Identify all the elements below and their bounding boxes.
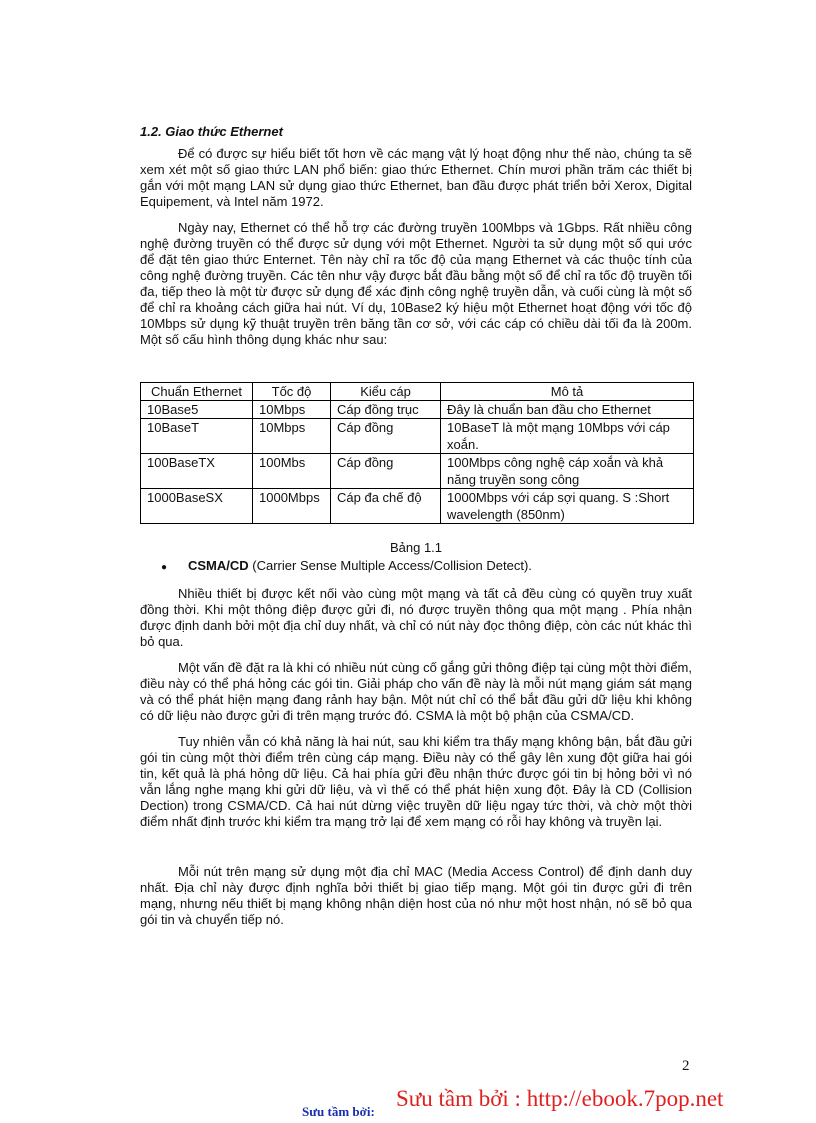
table-cell: 10BaseT xyxy=(141,419,253,454)
ethernet-standards-table xyxy=(140,382,694,524)
table-row xyxy=(141,489,694,524)
table-cell: 10Mbps xyxy=(253,419,331,454)
table-cell: 10Mbps xyxy=(253,401,331,419)
paragraph: Ngày nay, Ethernet có thể hỗ trợ các đường truyền 100Mbps và 1Gbps. Rất nhiều công nghệ đường truyền có thể được sử dụng với một Ethernet. Người ta sử dụng một số qui ước để đặt tên giao thức Enternet. Tên này chỉ ra tốc độ của mạng Ethernet và các thuộc tính của công nghệ đường truyền. Các tên như vậy được bắt đầu bằng một số để chỉ ra tốc độ truyền tối đa, tiếp theo là một từ được sử dụng để xác định công nghệ truyền dẫn, và cuối cùng là một số để chỉ ra khoảng cách giữa hai nút. Ví dụ, 10Base2 ký hiệu một Ethernet hoạt động với tốc độ 10Mbps sử dụng kỹ thuật truyền trên băng tần cơ sở, với các cáp có chiều dài tối đa là 200m. Một số cấu hình thông dụng khác như sau: xyxy=(140,220,692,347)
table-row xyxy=(141,419,694,454)
table-header-cell: Mô tả xyxy=(441,383,694,401)
table-cell: 1000Mbps với cáp sợi quang. S :Short wavelength (850nm) xyxy=(441,489,694,524)
bullet-icon: ● xyxy=(160,562,168,573)
table-cell: Cáp đa chế độ xyxy=(331,489,441,524)
spacer xyxy=(140,840,692,864)
table-header-cell: Chuẩn Ethernet xyxy=(141,383,253,401)
paragraph: Nhiều thiết bị được kết nối vào cùng một mạng và tất cả đều cùng có quyền truy xuất đồng thời. Khi một thông điệp được gửi đi, nó được truyền thông qua một mạng . Phía nhận được định danh bởi một địa chỉ duy nhất, và chỉ có nút này đọc thông điệp, còn các nút khác thì bỏ qua. xyxy=(140,586,692,649)
paragraph: Để có được sự hiểu biết tốt hơn về các mạng vật lý hoạt động như thế nào, chúng ta sẽ xem xét một số giao thức LAN phổ biến: giao thức Ethernet. Chín mươi phần trăm các thiết bị gắn với một mạng LAN sử dụng giao thức Ethernet, ban đầu được phát triển bởi Xerox, Digital Equipement, và Intel năm 1972. xyxy=(140,146,692,209)
table-caption: Bảng 1.1 xyxy=(389,540,443,555)
table-cell: Cáp đồng xyxy=(331,454,441,489)
table-cell: 100Mbs xyxy=(253,454,331,489)
table-cell: 10Base5 xyxy=(141,401,253,419)
table-row xyxy=(141,401,694,419)
table-header-row xyxy=(141,383,694,401)
section-title: 1.2. Giao thức Ethernet xyxy=(140,124,283,139)
footer-source-watermark: Sưu tầm bởi : http://ebook.7pop.net xyxy=(396,1086,724,1111)
bullet-item xyxy=(140,558,692,576)
paragraph: Một vấn đề đặt ra là khi có nhiều nút cùng cố gắng gửi thông điệp tại cùng một thời điểm, điều này có thể phá hỏng các gói tin. Giải pháp cho vấn đề này là mỗi nút mạng giám sát mạng và có thể phát hiện mạng đang rảnh hay bận. Một nút chỉ có thể bắt đầu gửi dữ liệu khi không có dữ liệu nào được gửi đi trên mạng trước đó. CSMA là một bộ phận của CSMA/CD. xyxy=(140,660,692,723)
table-header-cell: Tốc độ xyxy=(253,383,331,401)
table-cell: 100BaseTX xyxy=(141,454,253,489)
page-content xyxy=(140,124,692,938)
table-cell: Cáp đồng xyxy=(331,419,441,454)
paragraph: Tuy nhiên vẫn có khả năng là hai nút, sau khi kiểm tra thấy mạng không bận, bắt đầu gửi gói tin cùng một thời điểm trên cùng cáp mạng. Điều này có thể gây lên xung đột giữa hai gói tin, kết quả là phá hỏng dữ liệu. Cả hai phía gửi đều nhận thức được gói tin bị hỏng bởi vì nó vẫn lắng nghe mạng khi gửi dữ liệu, và vì thế có thể phát hiện xung đột. Đây là CD (Collision Dection) trong CSMA/CD. Cả hai nút dừng việc truyền dữ liệu ngay tức thời, và chờ một thời điểm nhất định trước khi kiểm tra mạng trở lại để xem mạng có rỗi hay không và truyền lại. xyxy=(140,734,692,829)
footer-source-label: Sưu tầm bởi: xyxy=(302,1104,375,1119)
table-header-cell: Kiểu cáp xyxy=(331,383,441,401)
bullet-rest: (Carrier Sense Multiple Access/Collision Detect). xyxy=(248,558,532,573)
table-cell: 10BaseT là một mạng 10Mbps với cáp xoắn. xyxy=(441,419,694,454)
table-cell: 100Mbps công nghệ cáp xoắn và khả năng truyền song công xyxy=(441,454,694,489)
table-cell: 1000BaseSX xyxy=(141,489,253,524)
table-cell: 1000Mbps xyxy=(253,489,331,524)
bullet-bold-term: CSMA/CD xyxy=(188,558,249,573)
paragraph: Mỗi nút trên mạng sử dụng một địa chỉ MAC (Media Access Control) để định danh duy nhất. Địa chỉ này được định nghĩa bởi thiết bị giao tiếp mạng. Một gói tin được gửi đi trên mạng, nhưng nếu thiết bị mạng không nhận diện host của nó như một host nhận, nó sẽ bỏ qua gói tin và chuyển tiếp nó. xyxy=(140,864,692,927)
table-cell: Đây là chuẩn ban đầu cho Ethernet xyxy=(441,401,694,419)
page-number: 2 xyxy=(682,1058,690,1074)
table-row xyxy=(141,454,694,489)
bullet-text xyxy=(188,558,532,574)
table-cell: Cáp đồng trục xyxy=(331,401,441,419)
